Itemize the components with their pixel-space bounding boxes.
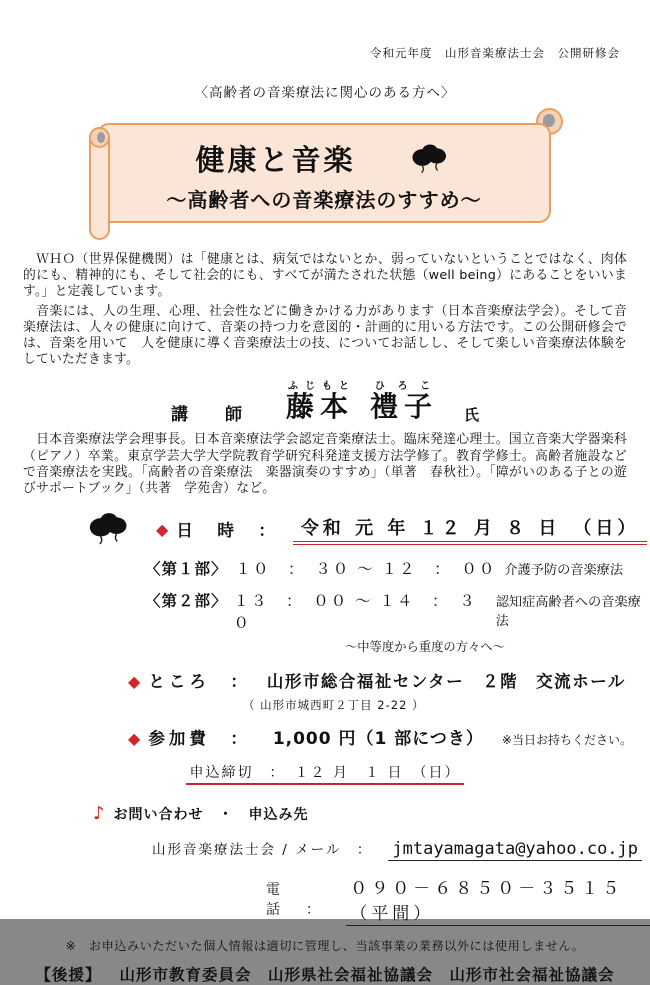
- banner-subtitle: ～高齢者への音楽療法のすすめ～: [166, 188, 482, 212]
- fee-row: [128, 724, 650, 749]
- part2-note: ～中等度から重度の方々へ～: [345, 640, 505, 655]
- scroll-curl-shadow: [97, 132, 105, 143]
- part2-time: １３ ： ００ ～ １４ ： ３０: [233, 592, 477, 633]
- lecturer-profile: 日本音楽療法学会理事長。日本音楽療法学会認定音楽療法士。臨床発達心理士。国立音楽大学器楽科（ピアノ）卒業。東京学芸大学大学院教育学研究科発達支援方法学修了。教育学修士。高齢者施設などで音楽療法を実践。「高齢者の音楽療法 楽器演奏のすすめ」（単著 春秋社）。「障がいのある子との遊びサポートブック」（共著 学苑舎）など。: [23, 432, 627, 497]
- sponsors-list: 山形市教育委員会 山形県社会福祉協議会 山形市社会福祉協議会: [119, 966, 615, 985]
- part1-label: 〈第１部〉: [145, 560, 228, 579]
- furigana-sei: ふじもと: [285, 381, 354, 393]
- part2-row: [145, 589, 650, 633]
- place-row: [128, 668, 650, 692]
- contact-heading: [93, 803, 650, 824]
- contact-heading-label: お問い合わせ ・ 申込み先: [113, 807, 309, 824]
- balloons-icon: [407, 143, 453, 175]
- banner-title: 健康と音楽: [195, 143, 356, 177]
- event-header: 令和元年度 山形音楽療法士会 公開研修会: [370, 46, 620, 60]
- intro-paragraph-who: ＷＨＯ（世界保健機関）は「健康とは、病気ではないとか、弱っていないということではなく、肉体的にも、精神的にも、そして社会的にも、すべてが満たされた状態（well being）にあることをいいます。」と定義しています。: [23, 252, 627, 300]
- audience-line: 〈高齢者の音楽療法に関心のある方へ〉: [194, 85, 456, 101]
- part1-row: [145, 557, 650, 579]
- balloons-icon: [84, 511, 134, 547]
- fee-value: 1,000 円（1 部につき）: [272, 729, 484, 750]
- phone-row: [266, 874, 650, 926]
- diamond-bullet-icon: ◆: [128, 729, 141, 749]
- datetime-label: 日 時 ：: [176, 521, 279, 541]
- honorific: 氏: [464, 406, 480, 425]
- datetime-value: 令和 元 年 １２ 月 ８ 日 （日）: [293, 514, 648, 545]
- furigana-mei: ひろこ: [369, 381, 438, 393]
- scroll-curl-left: [89, 127, 110, 148]
- fee-label: 参加費 ：: [148, 729, 251, 749]
- sponsors-row: [0, 963, 650, 985]
- datetime-row: [84, 511, 650, 547]
- deadline-text: 申込締切 ： １２ 月 １ 日 （日）: [186, 765, 465, 785]
- place-address: （ 山形市城西町２丁目 2-22 ）: [243, 698, 425, 713]
- fee-note: ※当日お持ちください。: [501, 733, 632, 748]
- part1-desc: 介護予防の音楽療法: [504, 563, 624, 579]
- scroll-roll-left: [89, 127, 110, 240]
- deadline-row: [0, 762, 650, 782]
- intro-paragraph-music: 音楽には、人の生理、心理、社会性などに働きかける力があります（日本音楽療法学会）。そして音楽療法は、人々の健康に向けて、音楽の持つ力を意図的・計画的に用いる方法です。この公開研修会では、音楽を用いて 人を健康に導く音楽療法士の技、についてお話しし、そして楽しい音楽療法体験をしていただきます。: [23, 303, 627, 368]
- lecturer-name-mei: 禮子ひろこ: [369, 381, 438, 424]
- diamond-bullet-icon: ◆: [128, 672, 141, 692]
- part1-time: １０ ： ３０ ～ １２ ： ００: [235, 560, 497, 579]
- email-value: jmtayamagata@yahoo.co.jp: [388, 839, 642, 861]
- email-row: [152, 838, 650, 861]
- part2-label: 〈第２部〉: [145, 592, 228, 611]
- scroll-banner: [84, 107, 566, 241]
- email-label: 山形音楽療法士会 / メール ：: [152, 842, 373, 859]
- place-label: ところ ：: [148, 672, 251, 692]
- phone-value: ０９０－６８５０－３５１５（平間）: [346, 874, 650, 926]
- lecturer-name-sei: 藤本ふじもと: [285, 381, 354, 424]
- diamond-bullet-icon: ◆: [156, 519, 169, 539]
- privacy-note: ※ お申込みいただいた個人情報は適切に管理し、当該事業の業務以外には使用しません。: [65, 939, 585, 954]
- scroll-banner-body: [97, 123, 551, 223]
- place-value: 山形市総合福祉センター ２階 交流ホール: [266, 672, 626, 692]
- part2-desc: 認知症高齢者への音楽療法: [495, 595, 641, 630]
- lecturer-label: 講 師: [170, 405, 252, 426]
- sponsor-label: 【後援】: [35, 966, 102, 985]
- music-note-icon: ♪: [93, 803, 106, 825]
- phone-label: 電話 ：: [266, 882, 326, 919]
- lecturer-row: [0, 381, 650, 425]
